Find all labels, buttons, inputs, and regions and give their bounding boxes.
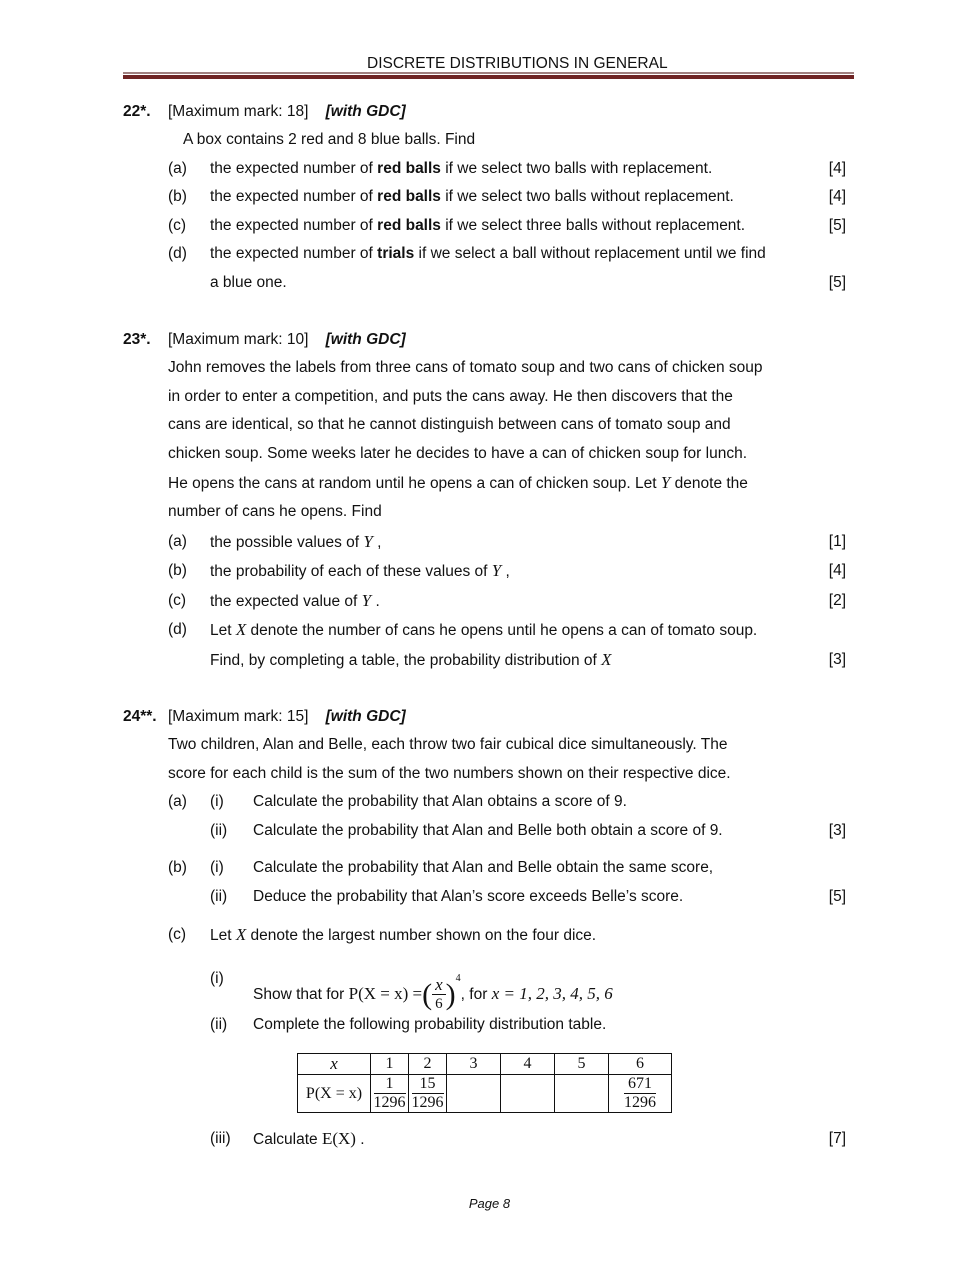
text: if we select three balls without replacement.: [440, 217, 746, 234]
text: denote the largest number shown on the four dice.: [246, 927, 597, 944]
q24b-label: (b): [168, 859, 187, 876]
q24a-i-label: (i): [210, 793, 224, 810]
q22d-text-line2: a blue one.: [210, 274, 287, 291]
q23a-text: [210, 533, 381, 552]
q23-intro-line: number of cans he opens. Find: [168, 503, 382, 520]
q24c-i-text: [253, 957, 613, 1017]
numerator: 1: [374, 1075, 406, 1094]
text: if we select a ball without replacement until we find: [414, 245, 766, 262]
q23d-marks: [3]: [828, 651, 846, 668]
text: the expected number of: [210, 217, 378, 234]
q22c-marks: [5]: [828, 217, 846, 234]
q23-number: 23*.: [123, 331, 151, 348]
q24c-marks: [7]: [828, 1130, 846, 1147]
page-number: Page 8: [468, 1196, 511, 1211]
domain: x = 1, 2, 3, 4, 5, 6: [491, 984, 613, 1003]
denominator: 1296: [624, 1094, 656, 1111]
math-var: X: [235, 925, 247, 944]
q24b-marks: [5]: [828, 888, 846, 905]
table-row: [298, 1054, 672, 1075]
text: Let: [210, 622, 236, 639]
q24c-text: [210, 926, 596, 945]
q23c-marks: [2]: [828, 592, 846, 609]
q23c-text: [210, 592, 380, 611]
q24-number: 24**.: [123, 708, 157, 725]
numerator: 671: [624, 1075, 656, 1094]
text: Find, by completing a table, the probability distribution of: [210, 652, 602, 669]
q22b-text: [210, 188, 734, 206]
q24c-ii-text: Complete the following probability distribution table.: [253, 1016, 607, 1033]
text: denote the: [670, 475, 748, 492]
probability-table: [297, 1053, 672, 1113]
q24-intro-line: Two children, Alan and Belle, each throw two fair cubical dice simultaneously. The: [168, 736, 728, 753]
q23d-text-line2: [210, 651, 612, 670]
text: if we select two balls with replacement.: [440, 160, 713, 177]
text: He opens the cans at random until he opens a can of chicken soup. Let: [168, 475, 661, 492]
q22d-label: (d): [168, 245, 187, 262]
numerator: 15: [412, 1075, 444, 1094]
q24a-marks: [3]: [828, 822, 846, 839]
chapter-header: DISCRETE DISTRIBUTIONS IN GENERAL: [367, 55, 668, 72]
q24-max-mark: [Maximum mark: 15]: [168, 708, 309, 725]
q23a-label: (a): [168, 533, 187, 550]
q22c-label: (c): [168, 217, 187, 234]
q23d-text: [210, 621, 757, 640]
table-header: x: [298, 1054, 371, 1075]
q24b-ii-label: (ii): [210, 888, 228, 905]
bold-text: red balls: [377, 188, 441, 205]
math-var: Y: [660, 473, 671, 492]
q24-header: [168, 708, 406, 726]
math-var: Y: [363, 532, 373, 551]
text: the possible values of: [210, 534, 364, 551]
q24b-i-text: Calculate the probability that Alan and Belle obtain the same score,: [253, 859, 714, 876]
q24a-ii-text: Calculate the probability that Alan and Belle both obtain a score of 9.: [253, 822, 723, 839]
table-cell: 5: [555, 1054, 609, 1075]
bold-text: red balls: [377, 160, 441, 177]
header-rule-thin: [123, 72, 854, 74]
q24b-ii-text: Deduce the probability that Alan’s score exceeds Belle’s score.: [253, 888, 684, 905]
table-cell: 3: [447, 1054, 501, 1075]
text: ,: [501, 563, 510, 580]
text: the expected value of: [210, 593, 362, 610]
q22-number: 22*.: [123, 103, 151, 120]
text: , for: [460, 986, 492, 1003]
text: the expected number of: [210, 245, 378, 262]
q22b-label: (b): [168, 188, 187, 205]
table-row: [298, 1075, 672, 1113]
q22-max-mark: [Maximum mark: 18]: [168, 103, 309, 120]
fraction: [432, 976, 446, 1013]
table-cell: [609, 1075, 672, 1113]
numerator: x: [432, 976, 446, 995]
bold-text: red balls: [377, 217, 441, 234]
table-cell: 1: [371, 1054, 409, 1075]
table-header: P(X = x): [298, 1075, 371, 1113]
q24c-ii-label: (ii): [210, 1016, 228, 1033]
q22-gdc: [with GDC]: [325, 103, 406, 120]
math-expr: E(X): [321, 1129, 356, 1148]
bold-text: trials: [377, 245, 415, 262]
q22d-text: [210, 245, 766, 263]
table-cell-empty[interactable]: [501, 1075, 555, 1113]
text: Show that for: [253, 986, 349, 1003]
table-cell: [409, 1075, 447, 1113]
q22c-text: [210, 217, 745, 235]
q23-gdc: [with GDC]: [325, 331, 406, 348]
table-cell: 2: [409, 1054, 447, 1075]
q24-gdc: [with GDC]: [325, 708, 406, 725]
table-cell: 6: [609, 1054, 672, 1075]
q23c-label: (c): [168, 592, 187, 609]
text: .: [355, 1131, 365, 1148]
paren-left: (: [422, 977, 433, 1011]
formula-lhs: P(X = x) =: [348, 984, 423, 1003]
q24c-label: (c): [168, 926, 187, 943]
q22d-marks: [5]: [828, 274, 846, 291]
q22a-marks: [4]: [828, 160, 846, 177]
q22b-marks: [4]: [828, 188, 846, 205]
header-rule-thick: [123, 75, 854, 79]
q23-intro-line: John removes the labels from three cans of tomato soup and two cans of chicken soup: [168, 359, 763, 376]
denominator: 1296: [411, 1094, 444, 1111]
q23d-label: (d): [168, 621, 187, 638]
q24c-iii-text: [253, 1130, 365, 1149]
paren-right: ): [445, 977, 456, 1011]
text: the probability of each of these values of: [210, 563, 492, 580]
q22a-label: (a): [168, 160, 187, 177]
text: the expected number of: [210, 160, 378, 177]
q24c-iii-label: (iii): [210, 1130, 231, 1147]
q23b-label: (b): [168, 562, 187, 579]
q24-intro-line: score for each child is the sum of the two numbers shown on their respective dice.: [168, 765, 731, 782]
q23-header: [168, 331, 406, 349]
q22-header: [168, 103, 406, 121]
math-var: X: [601, 650, 612, 669]
text: denote the number of cans he opens until he opens a can of tomato soup.: [246, 622, 758, 639]
text: if we select two balls without replacement.: [440, 188, 734, 205]
q23-intro-line: [168, 474, 748, 493]
table-cell: [371, 1075, 409, 1113]
table-cell-empty[interactable]: [447, 1075, 501, 1113]
q23-intro-line: in order to enter a competition, and puts the cans away. He then discovers that the: [168, 388, 733, 405]
q23-max-mark: [Maximum mark: 10]: [168, 331, 309, 348]
q24a-i-text: Calculate the probability that Alan obtains a score of 9.: [253, 793, 627, 810]
q22a-text: [210, 160, 712, 178]
table-cell-empty[interactable]: [555, 1075, 609, 1113]
q24b-i-label: (i): [210, 859, 224, 876]
q23b-text: [210, 562, 510, 581]
math-var: Y: [361, 591, 372, 610]
q23a-marks: [1]: [828, 533, 846, 550]
table-cell: 4: [501, 1054, 555, 1075]
denominator: 6: [435, 996, 443, 1013]
q24a-label: (a): [168, 793, 187, 810]
q23-intro-line: chicken soup. Some weeks later he decides to have a can of chicken soup for lunch.: [168, 445, 748, 462]
text: the expected number of: [210, 188, 378, 205]
math-var: X: [235, 620, 247, 639]
q24c-i-label: (i): [210, 970, 224, 987]
denominator: 1296: [373, 1094, 406, 1111]
math-var: Y: [491, 561, 502, 580]
text: Calculate: [253, 1131, 322, 1148]
q24a-ii-label: (ii): [210, 822, 228, 839]
exponent: 4: [455, 973, 461, 984]
text: ,: [372, 534, 382, 551]
q23b-marks: [4]: [828, 562, 846, 579]
text: .: [371, 593, 380, 610]
q23-intro-line: cans are identical, so that he cannot distinguish between cans of tomato soup and: [168, 416, 731, 433]
q22-intro: A box contains 2 red and 8 blue balls. Find: [183, 131, 476, 148]
text: Let: [210, 927, 236, 944]
